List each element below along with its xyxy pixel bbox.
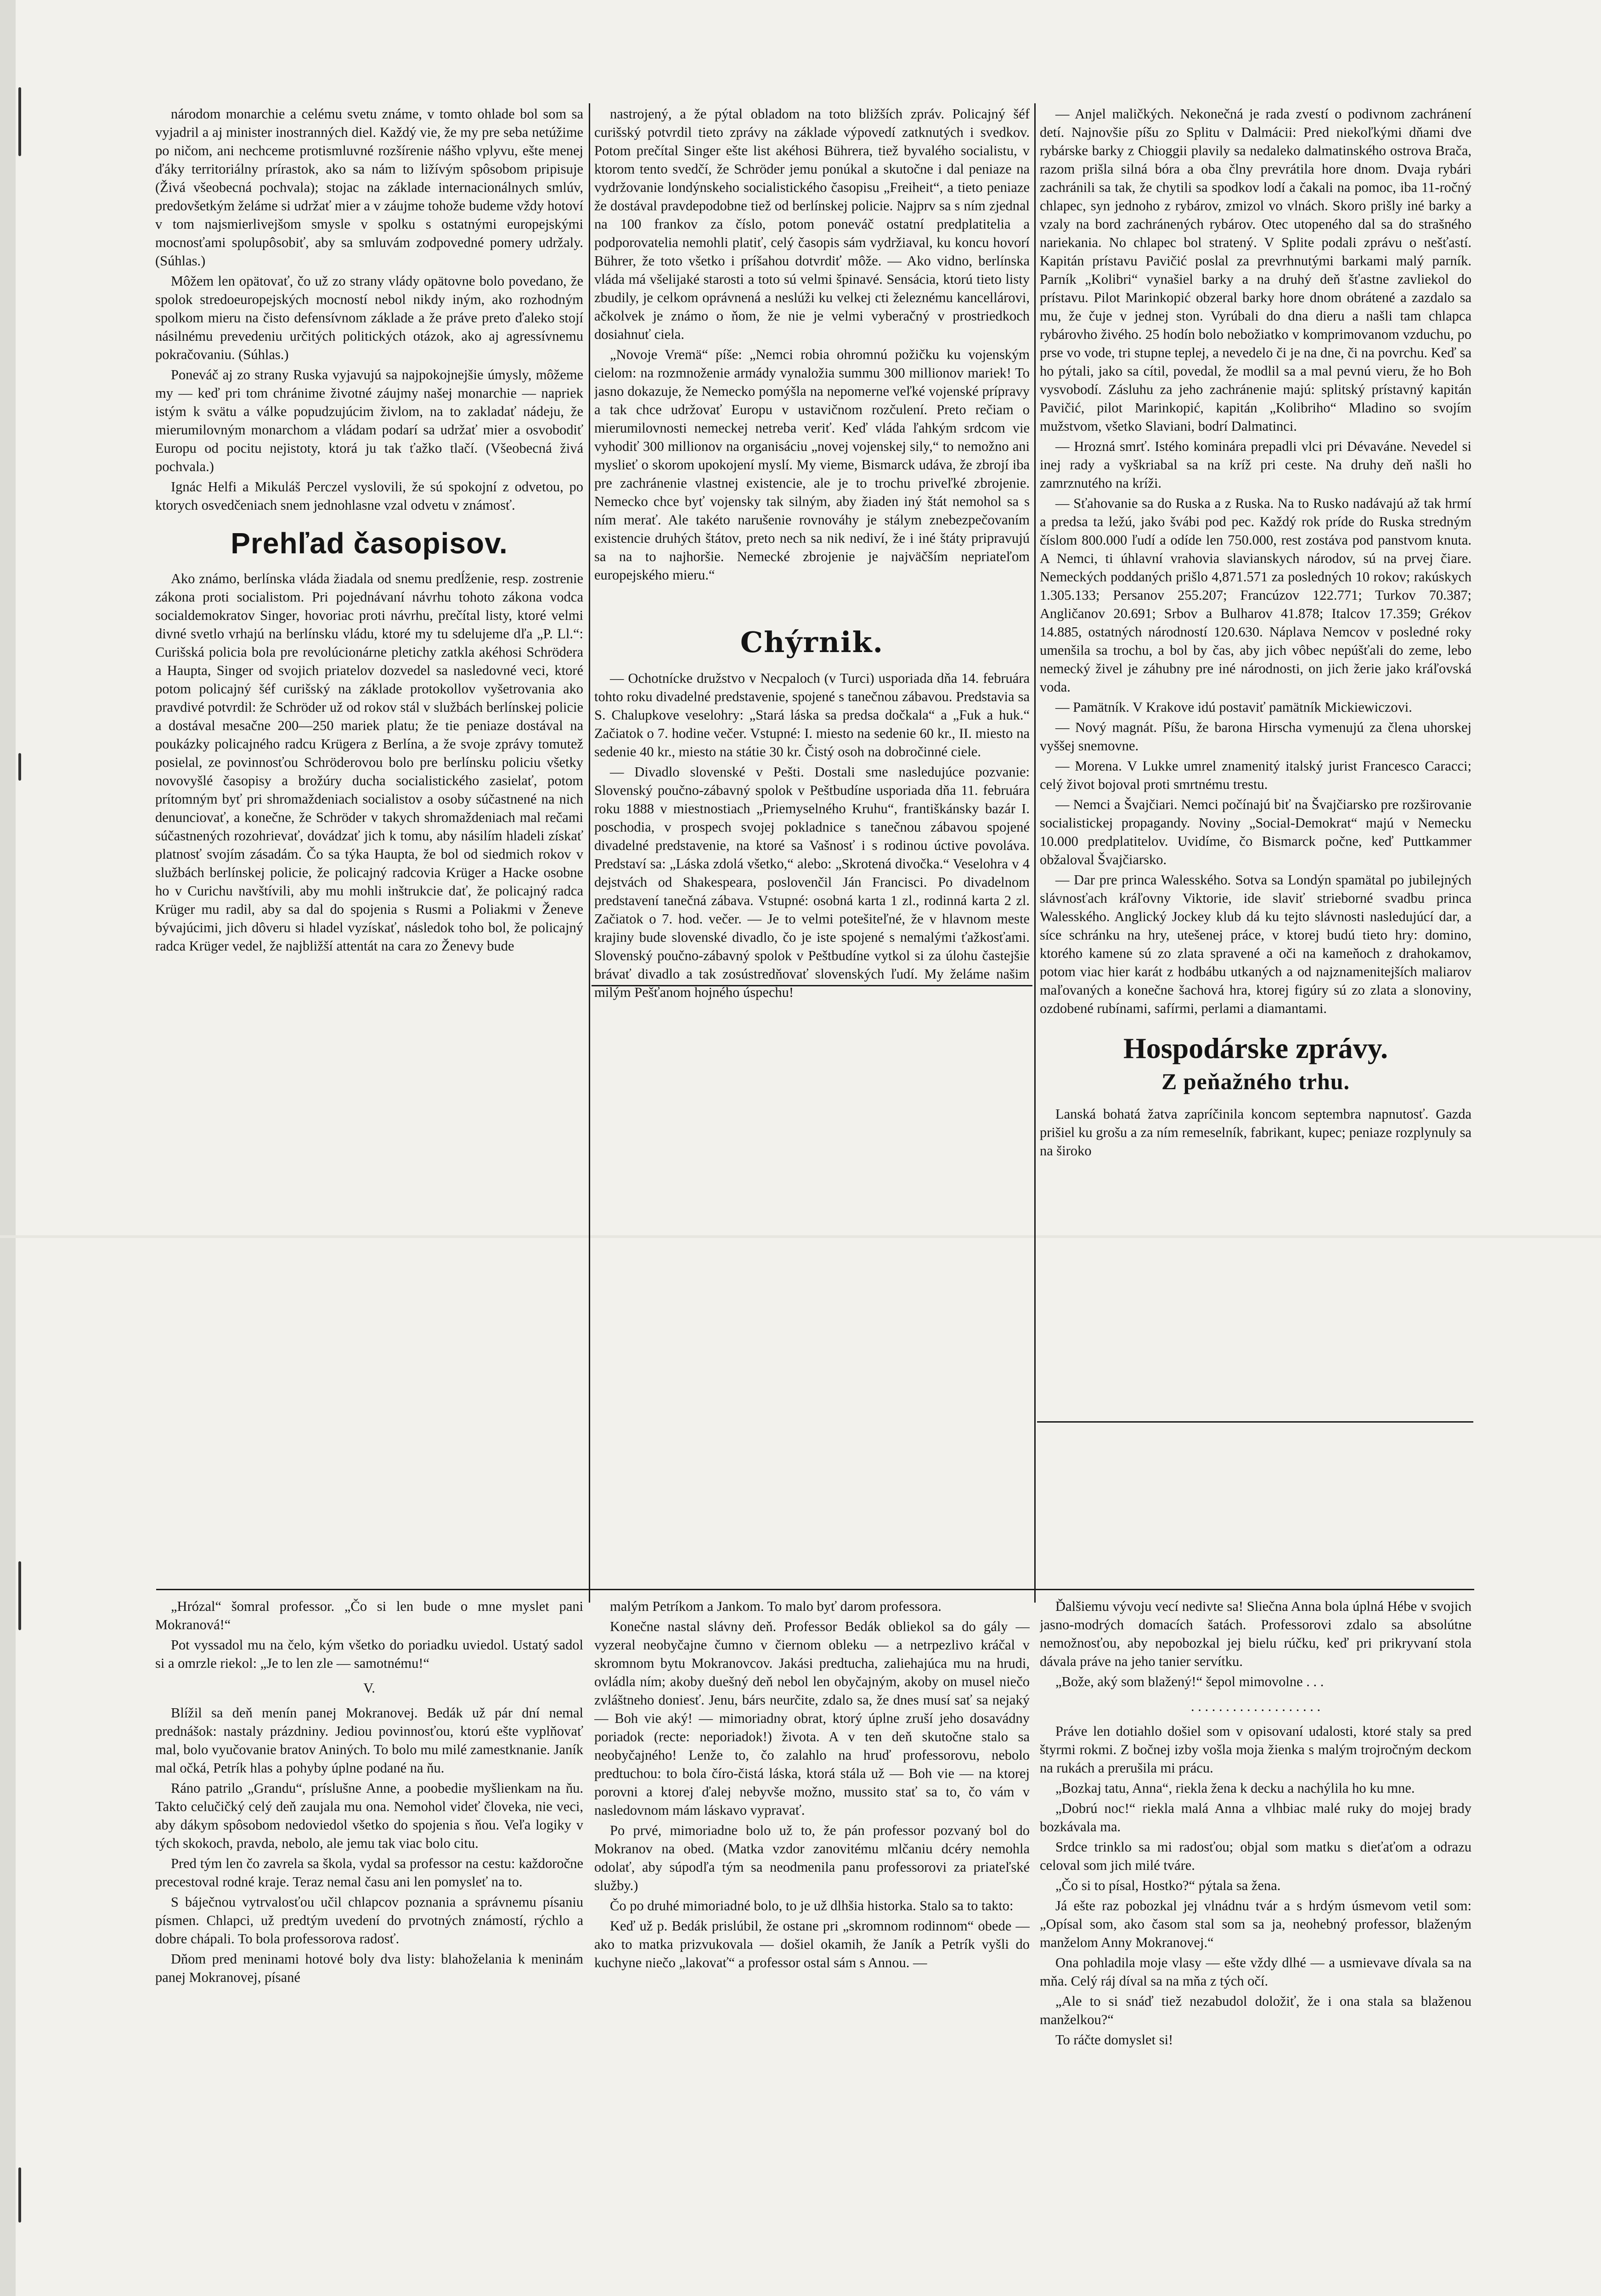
paragraph: — Nový magnát. Píšu, že barona Hirscha vymenujú za člena uhorskej vyššej snemovne. (1040, 720, 1471, 754)
paragraph: Ráno patrilo „Grandu“, príslušne Anne, a poobedie myšlienkam na ňu. Takto celučičký celý deň zaujala mu ona. Nemohol videť človeka, nie veci, aby dákym spôsobom nedoviedol všetko do spojenia s ňou. Veľa logiky v tých skokoch, pravda, nebolo, ale jemu tak viac bolo citu. (155, 1780, 583, 1851)
paragraph: — Dar pre princa Walesského. Sotva sa Londýn spamätal po jubilejných slávnosťach kráľovny Viktorie, ide slaviť strieborné svadbu princa Walesského. Anglický Jockey klub dá ku tejto slávnosti nasledujúcí dar, a síce schránku na hry, utešenej práce, v ktorej budú tieto hry: domino, ktorého kamene sú zo zlata spravené a oči na kameňoch z drahokamov, potom viac hier karát z hodbábu utkaných a od najznamenitejších maliarov maľovaných a konečne šachová hra, ktorej figúry sú zo zlata a slonoviny, ozdobené rubínami, safírmi, perlami a diamantami. (1040, 872, 1471, 1016)
paragraph: To ráčte domyslet si! (1055, 2032, 1173, 2048)
section-heading-economy: Hospodárske zprávy. (1123, 1032, 1388, 1064)
paragraph: „Bože, aký som blažený!“ šepol mimovolne . . . (1055, 1674, 1324, 1689)
scan-mark (18, 87, 21, 156)
scan-mark (18, 2167, 21, 2223)
feuilleton-column-1 (155, 1597, 583, 2116)
paragraph: „Ale to si snáď tiež nezabudol doložiť, že i ona stala sa blaženou manželkou?“ (1040, 1993, 1471, 2027)
scan-edge (0, 0, 16, 2296)
paragraph: — Anjel maličkých. Nekonečná je rada zvestí o podivnom zachránení detí. Najnovšie píšu zo Splitu v Dalmácii: Pred niekoľkými dňami dve rybárske barky z Chioggii plavily sa nedaleko dalmatinského ostrova Brača, razom prišla silná bóra a oba člny prevrátila hore dnom. Dvaja rybári zachránili sa tak, že chytili sa spodkov lodí a čakali na pomoc, iba 11-ročný chlapec, syn jednoho z rybárov, zmizol vo vlnách. Skoro prišly iné barky a vzaly na bord zachránených rybárov. Otec utopeného dal sa do strašného nariekania. No chlapec bol stratený. V Splite podali zprávu o nešťastí. Kapitán prístavu Pavičić poslal za prevrhnutými barkami malý parník. Parník „Kolibri“ vynašiel barky a na druhý deň šťastne zavliekol do prístavu. Pilot Marinkopić obzeral barky hore dnom obrátené a zazdalo sa mu, že čuje v jednej ston. Vyrúbali do dna dieru a našli tam chlapca rybárovho živého. 25 hodín bolo nebožiatko v komprimovanom vzduchu, po prse vo vode, tri stupne teplej, a nevedelo či je na dne, či na povrchu. Keď sa ho pýtali, jako sa cítil, povedal, že modlil sa a mal pevnú vieru, že ho Boh vysvobodí. Zásluhu za jeho zachránenie majú: splitský prístavný kapitán Pavičić, pilot Marinkopić, kapitán „Kolibriho“ Mladino so svojím mužstvom, všetko Slaviani, bodrí Dalmatinci. (1040, 106, 1471, 434)
paragraph: „Dobrú noc!“ riekla malá Anna a vlhbiac malé ruky do mojej brady bozkávala ma. (1040, 1801, 1471, 1835)
paragraph: Konečne nastal slávny deň. Professor Bedák obliekol sa do gály — vyzeral neobyčajne čumno v čiernom obleku — a netrpezlivo kráčal v skromnom bytu Mokranovcov. Jakási predtucha, zaliehajúca mu na hrudi, ovládla ním; akoby duešný deň nebol len obyčajným, akoby on musel niečo zvláštneho doniesť. Jenu, bárs neurčite, zdalo sa, že dnes musí sať sa nejaký — Boh vie aký! — mimoriadny obrat, ktorý úplne zruší jeho dosavádny poriadok (recte: neporiadok!) života. A v ten deň skutočne stalo sa neobyčajného! Lenže to, čo zalahlo na hruď professorovu, nebolo predtuchou: to bola číro-čistá láska, ktorá stála už — Boh vie — na ktorej porovni a ktorej ďalej nebyvše možno, mussito stať sa to, čo vám v nasledovnom mám láskavo vypravať. (594, 1619, 1030, 1818)
paragraph: Lanská bohatá žatva zapríčinila koncom septembra napnutosť. Gazda prišiel ku grošu a za ním remeselník, fabrikant, kupec; peniaze rozplynuly sa na široko (1040, 1106, 1471, 1159)
section-heading-press-review: Prehľad časopisov. (231, 527, 508, 560)
paragraph: Môžem len opätovať, čo už zo strany vlády opätovne bolo povedano, že spolok stredoeuropejských mocností nebol nikdy iným, ako rozhodným spolkom mieru na čisto defensívnom základe a že práve preto ďaleko stojí násilnému prevedeniu určitých politických otázok, ako aj agressívnemu pokračovaniu. (Súhlas.) (155, 273, 583, 362)
ellipsis-separator: . . . . . . . . . . . . . . . . . . . (1190, 1699, 1321, 1714)
paragraph: Dňom pred meninami hotové boly dva listy: blahoželania k meninám panej Mokranovej, písané (155, 1951, 583, 1985)
paragraph: S báječnou vytrvalosťou učil chlapcov poznania a správnemu písaniu písmen. Chlapci, už predtým uvedení do prvotných známostí, rýchlo a dobre chápali. To bola professorova radosť. (155, 1894, 583, 1947)
paragraph: Ako známo, berlínska vláda žiadala od snemu predĺženie, resp. zostrenie zákona proti socialistom. Pri pojednávaní návrhu tohoto zákona vodca socialdemokratov Singer, hovoriac proti návrhu, prečítal listy, ktoré velmi divné svetlo vrhajú na berlínsku vládu, ktoré my tu sdelujeme dľa „P. Ll.“: Curišská policia bola pre revolúcionárne pletichy zatkla akéhosi Schrödera a Haupta, Singer od svojich priatelov dozvedel sa nasledovné veci, ktoré potom policajný šéf curišský na základe protokollov vyšetrovania ako pravdivé potvrdil: že Schröder už od rokov stál v službách berlínskej policie a dostával mesačne 200—250 mariek platu; že tie peniaze dostával na poukázky policajného radcu Krügera z Berlína, a že svoje zprávy tomutež posielal, ze povinnosťou Schröderovou bolo pre berlínsku policiu všetky novovyšlé časopisy a brožúry ducha socialistického zasielať, potom prítomným byť pri shromaždeniach socialistov a osoby súčastnené na nich denunciovať, a konečne, že Schröder v takych shromaždeniach mal rečami súčastnených rozohrievať, dovádzať jich k tomu, aby násilím hladeli získať platnosť svojím zásadám. Čo sa týka Haupta, že bol od siedmich rokov v službách berlínskej policie, že policajný radcovia Krüger a Hacke osobne ho v Curichu navštívili, aby mu mohli inštrukcie dať, že policajný radca Krüger mu radil, aby sa dal do spojenia s Rusmi a Poliakmi v Ženeve bývajúcimi, jich dôveru si hladel vyzískať, následok toho bol, že policajný radca Krüger vedel, že najbližší attentát na cara zo Ženevy bude (155, 571, 583, 954)
section-heading-news: Chýrnik. (740, 625, 884, 659)
paragraph: „Hrózal“ šomral professor. „Čo si len bude o mne myslet pani Mokranová!“ (155, 1598, 583, 1632)
paragraph: Poneváč aj zo strany Ruska vyjavujú sa najpokojnejšie úmysly, môžeme my — keď pri tom chránime životné záujmy našej monarchie — napriek istým k svätu a válke popudzujúcim živlom, na to zakladať nádeju, že mierumilovným monarchom a vládam podarí sa udržať mier a osvobodiť Europu od pocitu nejistoty, ktorá ju tak ťažko tlačí. (Všeobecná živá pochvala.) (155, 367, 583, 474)
paragraph: Já ešte raz pobozkal jej vlnádnu tvár a s hrdým úsmevom vetil som: „Opísal som, ako časom stal som sa ja, neohebný professor, blaženým manželom Anny Mokranovej.“ (1040, 1898, 1471, 1950)
paragraph: — Ochotnícke družstvo v Necpaloch (v Turci) usporiada dňa 14. februára tohto roku divadelné predstavenie, spojené s tanečnou zábavou. Predstavia sa S. Chalupkove veselohry: „Stará láska sa predsa dočkala“ a „Fuk a huk.“ Začiatok o 7. hodine večer. Vstupné: I. miesto na sedenie 60 kr., II. miesto na sedenie 40 kr., miesto na státie 30 kr. Čistý osoh na dobročinné ciele. (594, 670, 1030, 760)
feuilleton-column-3 (1040, 1597, 1471, 2116)
scan-mark (18, 1561, 21, 1630)
paragraph: Blížil sa deň menín panej Mokranovej. Bedák už pár dní nemal prednášok: nastaly prázdniny. Jediou povinnosťou, ktorú ešte vyplňovať mal, bolo vyučovanie bratov Aniných. To bolo mu milé zamestknanie. Janík mal očká, Petrík hlas a pohyby úplne podané na ňu. (155, 1705, 583, 1776)
paragraph: Ona pohladila moje vlasy — ešte vždy dlhé — a usmievave dívala sa na mňa. Celý ráj díval sa na mňa z tých očí. (1040, 1955, 1471, 1989)
column-rule (589, 103, 590, 1603)
paragraph: Pred tým len čo zavrela sa škola, vydal sa professor na cestu: každoročne precestoval rodné kraje. Teraz nemal času ani len pomysleť na to. (155, 1856, 583, 1890)
paragraph: malým Petríkom a Jankom. To malo byť darom professora. (610, 1598, 941, 1614)
paragraph: — Sťahovanie sa do Ruska a z Ruska. Na to Rusko nadávajú až tak hrmí a predsa ta ležú, jako švábi pod pec. Každý rok príde do Ruska stredným číslom 800.000 ľudí a odíde len 750.000, rest zostáva pod panstvom knuta. A Nemci, ti úhlavní vrahovia slavianskych národov, sú na prvej čiare. Nemeckých poddaných prišlo 4,871.571 za posledných 10 rokov; rakúskych 1.305.133; Persanov 255.207; Francúzov 122.771; Turkov 70.387; Angličanov 20.691; Srbov a Bulharov 41.878; Italcov 17.359; Grékov 14.885, ostatných národností 120.630. Náplava Nemcov v posledné roky umenšila sa trochu, a bol by čas, aby jich vôbec nepúšťali do zeme, lebo nemecký živel je záhubny pre iné národnosti, on jich žerie jako kráľovská voda. (1040, 495, 1471, 695)
paragraph: Pot vyssadol mu na čelo, kým všetko do poriadku uviedol. Ustatý sadol si a omrzle riekol: „Je to len zle — samotnému!“ (155, 1637, 583, 1671)
column-2 (594, 105, 1030, 1587)
paragraph: — Divadlo slovenské v Pešti. Dostali sme nasledujúce pozvanie: Slovenský poučno-zábavný spolok v Peštbudíne usporiada dňa 11. februára roku 1888 v miestnostiach „Priemyselného Kruhu“, františkánsky bazár I. poschodia, v prospech svojej pokladnice s tanečnou zábavou spojené divadelné predstavenie, na ktoré sa Vašnosť i s rodinou úctive povoláva. Predstaví sa: „Láska zdolá všetko,“ alebo: „Skrotená divočka.“ Veselohra v 4 dejstvách od Shakespeara, poslovenčil Ján Francisci. Po divadelnom predstavení tanečná zábava. Vstupné: osobná karta 1 zl., rodinná karta 2 zl. Začiatok o 7. hod. večer. — Je to velmi potešiteľné, že v hlavnom meste krajiny bude slovenské divadlo, čo je iste spojené s nemalými ťažkosťami. Slovenský poučno-zábavný spolok v Peštbudíne vytkol si za úlohu častejšie brávať divadlo a tak zosústredňovať slovenských ľudí. My želáme našim milým Pešťanom hojného úspechu! (594, 764, 1030, 1000)
paragraph: Srdce trinklo sa mi radosťou; objal som matku s dieťaťom a odrazu celoval som jich milé tváre. (1040, 1839, 1471, 1873)
feuilleton-column-2 (594, 1597, 1030, 2116)
paragraph: národom monarchie a celému svetu známe, v tomto ohlade bol som sa vyjadril a aj minister inostranných diel. Každý vie, že my pre seba netúžime po ničom, ani nechceme protismluvné rozšírenie nášho vplyvu, ešte menej ďáky territoriálny prírastok, ako sa nám to ližívým spôsobom pripisuje (Živá všeobecná pochvala); stojac na základe internacionálnych smlúv, predovšetkým želáme si udržať mier a v záujme tohože budeme vždy hotoví v tom najsmierlivejšom smysle v spolku s ostatnými europejskými mocnosťami spolupôsobiť, aby sa smluvám zodpovedné pomery udržaly. (Súhlas.) (155, 106, 583, 269)
paragraph: — Morena. V Lukke umrel znamenitý italský jurist Francesco Caracci; celý život bojoval proti smrtnému trestu. (1040, 758, 1471, 792)
feuilleton-rule (156, 1589, 1474, 1590)
paragraph: Ďalšiemu vývoju vecí nedivte sa! Sliečna Anna bola úplná Hébe v svojich jasno-modrých domacích šatách. Professorovi zdalo sa absolútne nemožnosťou, aby nepobozkal jej bielu rúčku, keď pri prikryvaní stola dávala práve na jeho tanier servítku. (1040, 1598, 1471, 1669)
paragraph: „Čo si to písal, Hostko?“ pýtala sa žena. (1055, 1878, 1281, 1893)
paragraph: Po prvé, mimoriadne bolo už to, že pán professor pozvaný bol do Mokranov na obed. (Matka vzdor zanovitému mlčaniu dcéry nemohla odolať, aby súpodľa tým sa neodmenila panu professorovi za priateľské služby.) (594, 1823, 1030, 1893)
column-rule (1034, 103, 1036, 1603)
paragraph: — Pamätník. V Krakove idú postaviť pamätník Mickiewiczovi. (1055, 699, 1412, 715)
paragraph: Práve len dotiahlo došiel som v opisovaní udalosti, ktoré staly sa pred štyrmi rokmi. Z bočnej izby vošla moja žienka s malým trojročným deckom na rukách a prerušila mi prácu. (1040, 1723, 1471, 1776)
column-3 (1040, 105, 1471, 1587)
paragraph: „Novoje Vremä“ píše: „Nemci robia ohromnú požičku ku vojenským cielom: na rozmnoženie armády vynaložia summu 300 millionov mariek! To jasno dokazuje, že Nemecko pomýšla na nepomerne veľké vojenské prípravy a tak chce udržovať Europu v ustavičnom rozčulení. Preto rečiam o mierumilovnosti nemeckej netreba veriť. Keď vláda ľahkým srdcom vie vyhodiť 300 millionov na organisáciu „novej vojenskej sily,“ to nemožno ani myslieť o skorom upokojení myslí. My vieme, Bismarck udáva, že zbrojí iba pre zachránenie vlastnej existencie, ale je to trochu priveľké zbrojenie. Nemecko chce byť vojensky tak silným, aby žiaden iný štát nemohol sa s ním merať. Ale takéto narušenie rovnováhy je stálym znebezpečovaním existencie druhých štátov, preto nech sa nik nediví, že i iné štáty pripravujú sa na to najhoršie. Nemecké zbrojenie je najväčším nepriateľom europejského mieru.“ (594, 347, 1030, 583)
paragraph: Keď už p. Bedák prislúbil, že ostane pri „skromnom rodinnom“ obede — ako to matka prizvukovala — došiel okamih, že Janík a Petrík vyšli do kuchyne niečo „lakovať“ a professor ostal sám s Annou. — (594, 1918, 1030, 1970)
paragraph: „Bozkaj tatu, Anna“, riekla žena k decku a nachýlila ho ku mne. (1055, 1780, 1415, 1796)
paragraph: — Nemci a Švajčiari. Nemci počínajú biť na Švajčiarsko pre rozširovanie socialistickej propagandy. Noviny „Social-Demokrat“ majú v Nemecku 10.000 predplatitelov. Uvidíme, čo Bismarck počne, keď Puttkammer obžaloval Švajčiarsko. (1040, 797, 1471, 867)
scan-mark (18, 753, 21, 781)
column-1 (155, 105, 583, 1587)
paragraph: Čo po druhé mimoriadné bolo, to je už dlhšia historka. Stalo sa to takto: (610, 1898, 1014, 1913)
section-subheading-money-market: Z peňažného trhu. (1161, 1069, 1350, 1094)
paragraph: nastrojený, a že pýtal obladom na toto bližších zpráv. Policajný šéf curišský potvrdil tieto zprávy na základe výpovedí zatknutých i svedkov. Potom prečítal Singer ešte list akéhosi Bührera, tiež byvalého socialistu, v ktorom tento svedčí, že Schröder jemu ponúkal a skutočne i dal peniaze na vydržovanie londýnskeho socialistického časopisu „Freiheit“, a tieto peniaze že dostával pravdepodobne tiež od berlínskej policie. Najprv sa s ním zjednal na 100 frankov za číslo, potom poneváč ostatní predplatitelia a podporovatelia nemohli platiť, celý časopis sám vydržiaval, ku koncu hovorí Bührer, že toto všetko i príšahou dotvrdiť môže. — Ako vidno, berlínska vláda má všelijaké starosti a toto sú velmi špinavé. Sensácia, ktorú tieto listy zbudily, je celkom oprávnená a neslúži ku velkej cti železnému kancellárovi, ačkolvek je známo o ňom, že nie je velmi vyberačný v prostriedkoch dosiahnuť ciela. (594, 106, 1030, 342)
chapter-number: V. (363, 1680, 375, 1696)
paragraph: Ignác Helfi a Mikuláš Perczel vyslovili, že sú spokojní z odvetou, po ktorych osvedčeniach snem jednohlasne vzal odvetu v známosť. (155, 479, 583, 513)
paragraph: — Hrozná smrť. Istého kominára prepadli vlci pri Dévaváne. Nevedel si inej rady a vyškriabal sa na kríž pri ceste. Na druhy deň našli ho zamrznutého na kríži. (1040, 439, 1471, 491)
